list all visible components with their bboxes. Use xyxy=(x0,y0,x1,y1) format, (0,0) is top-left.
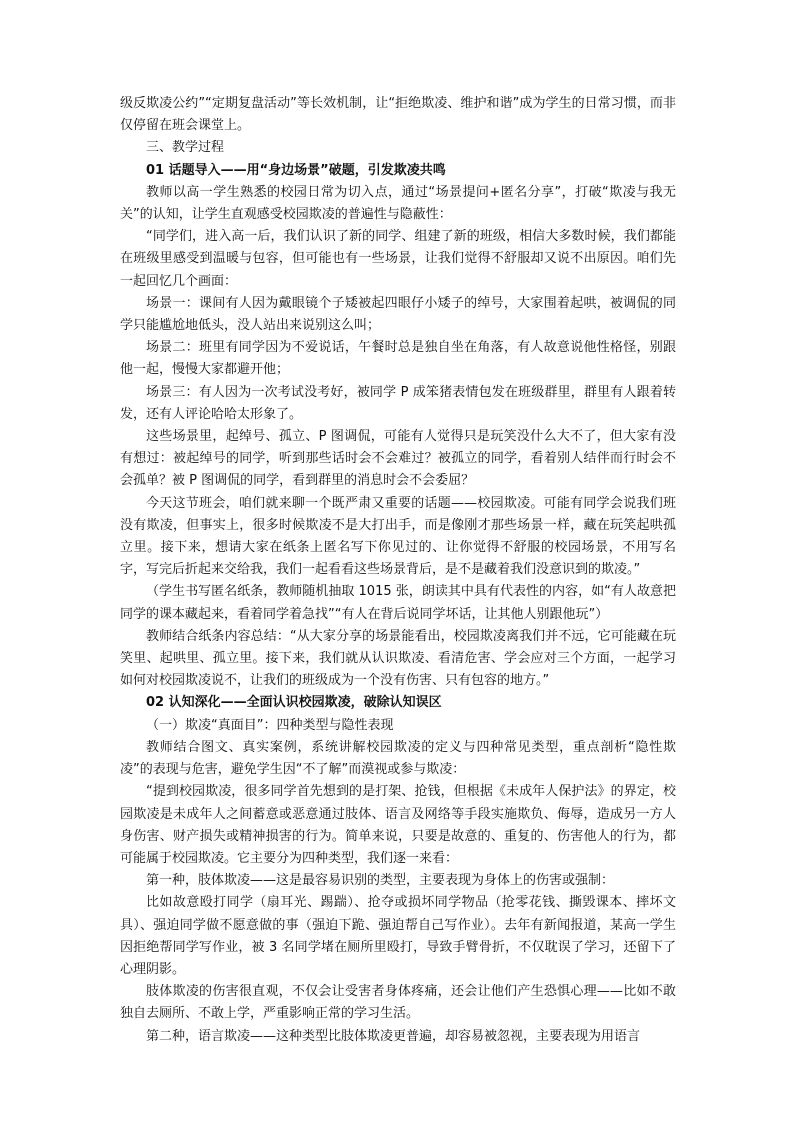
body-paragraph: 教师结合纸条内容总结：“从大家分享的场景能看出，校园欺凌离我们并不远，它可能藏在玩笑里、起哄里、孤立里。接下来，我们就从认识欺凌、看清危害、学会应对三个方面，一起学习如何对校园欺凌说不，让我们的班级成为一个没有伤害、只有包容的地方。” xyxy=(120,628,676,689)
body-paragraph: 级反欺凌公约”“定期复盘活动”等长效机制，让“拒绝欺凌、维护和谐”成为学生的日常习惯，而非仅停留在班会课堂上。 xyxy=(120,96,676,134)
body-paragraph: 这些场景里，起绰号、孤立、P 图调侃，可能有人觉得只是玩笑没什么大不了，但大家有没有想过：被起绰号的同学，听到那些话时会不会难过？被孤立的同学，看着别人结伴而行时会不会孤单？被 P 图调侃的同学，看到群里的消息时会不会委屈？ xyxy=(120,429,676,489)
body-paragraph: 三、教学过程 xyxy=(146,140,225,156)
section-heading: 01 话题导入——用“身边场景”破题，引发欺凌共鸣 xyxy=(146,162,446,178)
body-paragraph: 比如故意殴打同学（扇耳光、踢踹）、抢夺或损坏同学物品（抢零花钱、撕毁课本、摔坏文具）、强迫同学做不愿意做的事（强迫下跪、强迫帮自己写作业）。去年有新闻报道，某高一学生因拒绝帮同学写作业，被 3 名同学堵在厕所里殴打，导致手臂骨折，不仅耽误了学习，还留下了心理阴影。 xyxy=(120,895,676,977)
body-paragraph: 教师以高一学生熟悉的校园日常为切入点，通过“场景提问+匿名分享”，打破“欺凌与我无关”的认知，让学生直观感受校园欺凌的普遍性与隐蔽性： xyxy=(120,184,676,223)
body-paragraph: （一）欺凌“真面目”：四种类型与隐性表现 xyxy=(146,717,394,733)
body-paragraph: “提到校园欺凌，很多同学首先想到的是打架、抢钱，但根据《未成年人保护法》的界定，校园欺凌是未成年人之间蓄意或恶意通过肢体、语言及网络等手段实施欺负、侮辱，造成另一方人身伤害、财产损失或精神损害的行为。简单来说，只要是故意的、重复的、伤害他人的行为，都可能属于校园欺凌。它主要分为四种类型，我们逐一来看： xyxy=(120,784,676,866)
document-page xyxy=(120,93,676,1048)
body-paragraph: 场景二：班里有同学因为不爱说话，午餐时总是独自坐在角落，有人故意说他性格怪，别跟他一起，慢慢大家都避开他； xyxy=(120,340,676,378)
section-heading: 02 认知深化——全面认识校园欺凌，破除认知误区 xyxy=(146,695,442,711)
body-paragraph: 第二种，语言欺凌——这种类型比肢体欺凌更普遍，却容易被忽视，主要表现为用语言 xyxy=(146,1028,641,1044)
body-paragraph: 场景一：课间有人因为戴眼镜个子矮被起四眼仔小矮子的绰号，大家围着起哄，被调侃的同学只能尴尬地低头，没人站出来说别这么叫； xyxy=(120,295,676,334)
body-paragraph: （学生书写匿名纸条，教师随机抽取 1015 张，朗读其中具有代表性的内容，如“有人故意把同学的课本藏起来，看着同学着急找”“有人在背后说同学坏话，让其他人别跟他玩”） xyxy=(120,584,676,622)
body-paragraph: 教师结合图文、真实案例，系统讲解校园欺凌的定义与四种常见类型，重点剖析“隐性欺凌”的表现与危害，避免学生因“不了解”而漠视或参与欺凌： xyxy=(120,739,676,778)
body-paragraph: 肢体欺凌的伤害很直观，不仅会让受害者身体疼痛，还会让他们产生恐惧心理——比如不敢独自去厕所、不敢上学，严重影响正常的学习生活。 xyxy=(120,984,676,1022)
body-paragraph: 第一种，肢体欺凌——这是最容易识别的类型，主要表现为身体上的伤害或强制： xyxy=(146,873,615,889)
body-paragraph: “同学们，进入高一后，我们认识了新的同学、组建了新的班级，相信大多数时候，我们都能在班级里感受到温暖与包容，但可能也有一些场景，让我们觉得不舒服却又说不出原因。咱们先一起回忆几个画面： xyxy=(120,229,676,289)
body-paragraph: 今天这节班会，咱们就来聊一个既严肃又重要的话题——校园欺凌。可能有同学会说我们班没有欺凌，但事实上，很多时候欺凌不是大打出手，而是像刚才那些场景一样，藏在玩笑起哄孤立里。接下来，想请大家在纸条上匿名写下你见过的、让你觉得不舒服的校园场景，不用写名字，写完后折起来交给我，我们一起看看这些场景背后，是不是藏着我们没意识到的欺凌。” xyxy=(120,495,676,578)
body-paragraph: 场景三：有人因为一次考试没考好，被同学 P 成笨猪表情包发在班级群里，群里有人跟着转发，还有人评论哈哈太形象了。 xyxy=(120,384,676,422)
